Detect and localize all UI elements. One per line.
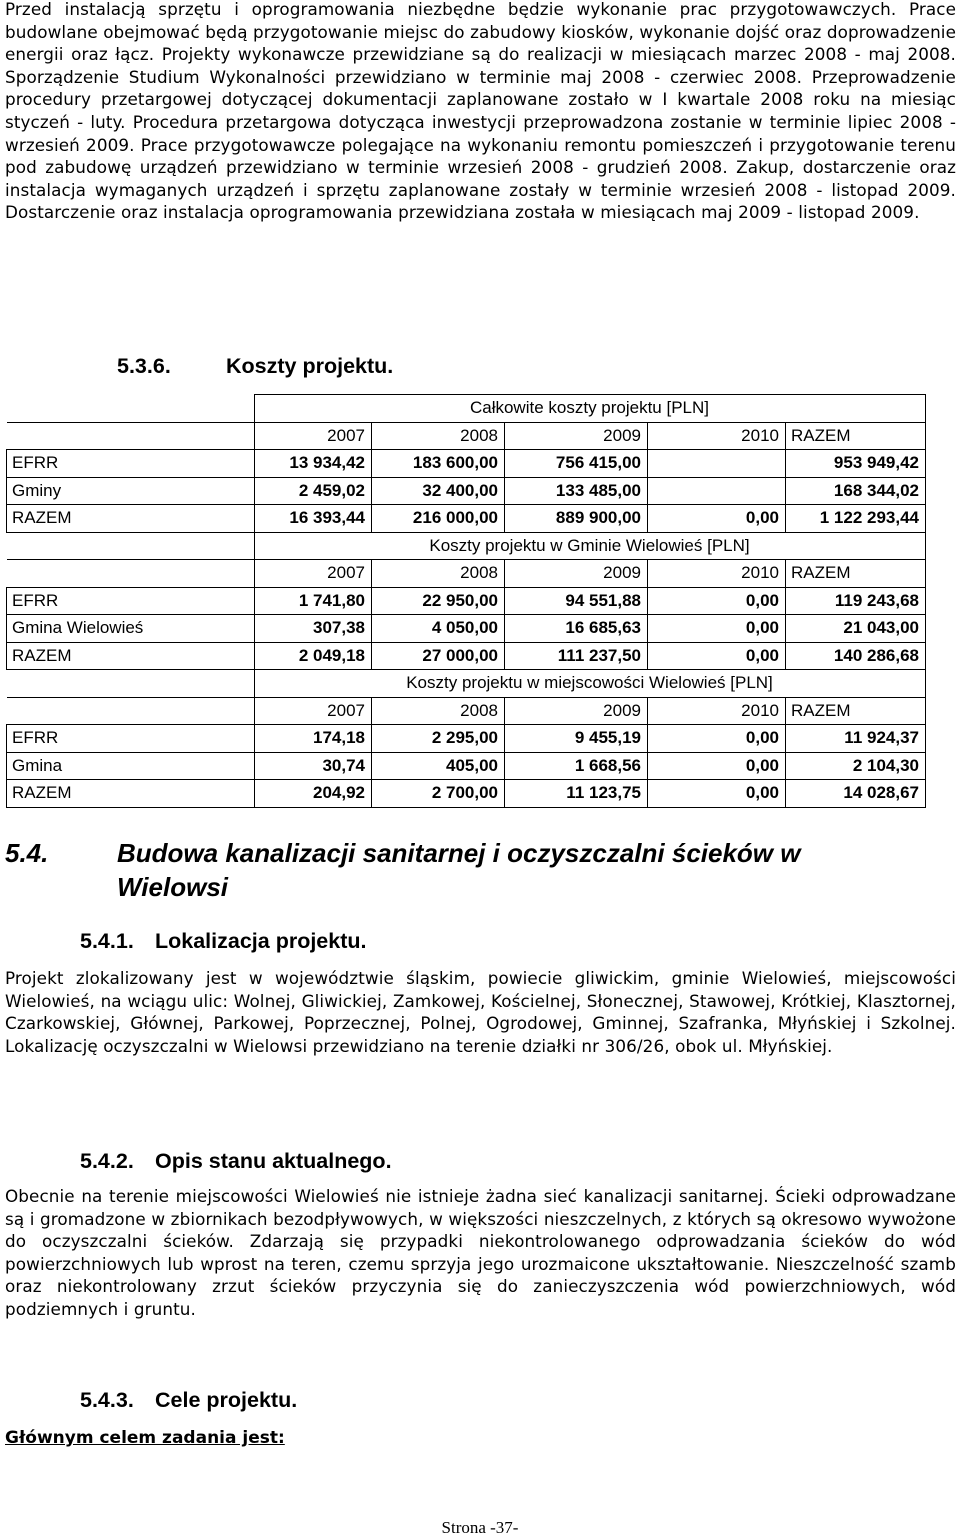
table-cell (648, 450, 786, 478)
table-row (7, 615, 926, 643)
column-header: 2010 (648, 422, 786, 450)
table-section-title-row (7, 395, 926, 423)
table-cell: 9 455,19 (505, 725, 648, 753)
section-5-4-number: 5.4. (5, 838, 49, 868)
table-cell: 2 049,18 (255, 642, 372, 670)
empty-cell (7, 670, 255, 698)
row-label: EFRR (7, 725, 255, 753)
table-section-title-row (7, 532, 926, 560)
table-cell: 0,00 (648, 587, 786, 615)
row-label: RAZEM (7, 505, 255, 533)
section-5-4-title-line2: Wielowsi (117, 872, 229, 902)
table-cell: 216 000,00 (372, 505, 505, 533)
column-header: 2009 (505, 422, 648, 450)
section-5-4-2-number: 5.4.2. (80, 1149, 134, 1173)
table-cell: 119 243,68 (786, 587, 926, 615)
table-cell: 11 924,37 (786, 725, 926, 753)
row-label: RAZEM (7, 642, 255, 670)
intro-paragraph: Przed instalacją sprzętu i oprogramowania niezbędne będzie wykonanie prac przygotowawczych. Prace budowlane obejmować będą przygotowanie miejsc do zabudowy kiosków, wykonanie dojść oraz doprowadzenie energii oraz łącz. Projekty wykonawcze przewidziane są do realizacji w miesiącach marzec 2008 - maj 2008. Sporządzenie Studium Wykonalności przewidziano w terminie maj 2008 - czerwiec 2008. Przeprowadzenie procedury przetargowej dotyczącej dokumentacji zaplanowane zostało w I kwartale 2008 roku na miesiąc styczeń - luty. Procedura przetargowa dotycząca inwestycji przeprowadzona zostanie w terminie lipiec 2008 - wrzesień 2009. Prace przygotowawcze polegające na wykonaniu remontu pomieszczeń i przygotowanie terenu pod zabudowę urządzeń przewidziano w terminie wrzesień 2008 - grudzień 2008. Zakup, dostarczenie oraz instalacja wymaganych urządzeń i sprzętu zaplanowane zostały w terminie wrzesień 2008 - listopad 2009. Dostarczenie oraz instalacja oprogramowania przewidziana została w miesiącach maj 2009 - listopad 2009. (5, 0, 956, 223)
table-cell (648, 477, 786, 505)
section-5-4-title-line1: Budowa kanalizacji sanitarnej i oczyszczalni ścieków w (117, 838, 801, 868)
table-section-title: Koszty projektu w miejscowości Wielowieś [PLN] (255, 670, 926, 698)
column-header: 2007 (255, 422, 372, 450)
section-5-4-3-number: 5.4.3. (80, 1388, 134, 1412)
column-header: RAZEM (786, 697, 926, 725)
section-5-4-3-title: Cele projektu. (155, 1388, 298, 1412)
table-cell: 0,00 (648, 752, 786, 780)
section-5-3-6-number: 5.3.6. (117, 354, 171, 378)
table-row (7, 505, 926, 533)
table-cell: 2 104,30 (786, 752, 926, 780)
table-cell: 953 949,42 (786, 450, 926, 478)
table-cell: 22 950,00 (372, 587, 505, 615)
row-label: Gmina (7, 752, 255, 780)
table-cell: 168 344,02 (786, 477, 926, 505)
table-cell: 21 043,00 (786, 615, 926, 643)
costs-table (6, 394, 926, 808)
table-cell: 1 741,80 (255, 587, 372, 615)
table-cell: 889 900,00 (505, 505, 648, 533)
column-header: 2010 (648, 560, 786, 588)
table-cell: 16 685,63 (505, 615, 648, 643)
table-section-title: Całkowite koszty projektu [PLN] (255, 395, 926, 423)
table-cell: 0,00 (648, 615, 786, 643)
column-header: RAZEM (786, 422, 926, 450)
table-cell: 14 028,67 (786, 780, 926, 808)
table-cell: 30,74 (255, 752, 372, 780)
table-cell: 2 459,02 (255, 477, 372, 505)
table-cell: 16 393,44 (255, 505, 372, 533)
table-row (7, 450, 926, 478)
main-goal-label: Głównym celem zadania jest: (5, 1428, 285, 1448)
table-cell: 307,38 (255, 615, 372, 643)
empty-cell (7, 422, 255, 450)
section-5-4-2-title: Opis stanu aktualnego. (155, 1149, 392, 1173)
table-cell: 111 237,50 (505, 642, 648, 670)
table-cell: 133 485,00 (505, 477, 648, 505)
section-5-4-1-number: 5.4.1. (80, 929, 134, 953)
empty-cell (7, 697, 255, 725)
table-cell: 11 123,75 (505, 780, 648, 808)
table-section-title: Koszty projektu w Gminie Wielowieś [PLN] (255, 532, 926, 560)
column-header: 2007 (255, 560, 372, 588)
table-cell: 0,00 (648, 780, 786, 808)
table-cell: 756 415,00 (505, 450, 648, 478)
table-cell: 0,00 (648, 642, 786, 670)
lokalizacja-paragraph: Projekt zlokalizowany jest w województwie śląskim, powiecie gliwickim, gminie Wielowieś, miejscowości Wielowieś, na wciągu ulic: Wolnej, Gliwickiej, Zamkowej, Kościelnej, Słonecznej, Stawowej, Krótkiej, Klasztornej, Czarkowskiej, Głównej, Parkowej, Poprzecznej, Polnej, Ogrodowej, Gminnej, Szafranka, Młyńskiej i Szkolnej. Lokalizację oczyszczalni w Wielowsi przewidziano na terenie działki nr 306/26, obok ul. Młyńskiej. (5, 968, 956, 1056)
table-header-row (7, 422, 926, 450)
column-header: 2009 (505, 560, 648, 588)
section-5-3-6-title: Koszty projektu. (226, 354, 394, 378)
table-cell: 32 400,00 (372, 477, 505, 505)
table-cell: 183 600,00 (372, 450, 505, 478)
table-cell: 405,00 (372, 752, 505, 780)
column-header: 2008 (372, 697, 505, 725)
table-header-row (7, 560, 926, 588)
column-header: RAZEM (786, 560, 926, 588)
empty-cell (7, 395, 255, 423)
row-label: EFRR (7, 450, 255, 478)
table-row (7, 587, 926, 615)
column-header: 2010 (648, 697, 786, 725)
column-header: 2008 (372, 422, 505, 450)
opis-paragraph: Obecnie na terenie miejscowości Wielowieś nie istnieje żadna sieć kanalizacji sanitarnej. Ścieki odprowadzane są i gromadzone w zbiornikach bezodpływowych, w większości nieszczelnych, z których są okresowo wywożone do oczyszczalni ścieków. Zdarzają się przypadki niekontrolowanego odprowadzania ścieków do wód powierzchniowych lub wprost na teren, czemu sprzyja jego urozmaicone ukształtowanie. Nieszczelność szamb oraz niekontrolowany zrzut ścieków przyczynia się do zanieczyszczenia wód powierzchniowych, wód podziemnych i gruntu. (5, 1186, 956, 1319)
row-label: Gmina Wielowieś (7, 615, 255, 643)
column-header: 2009 (505, 697, 648, 725)
table-cell: 0,00 (648, 505, 786, 533)
table-header-row (7, 697, 926, 725)
table-row (7, 752, 926, 780)
row-label: Gminy (7, 477, 255, 505)
table-cell: 204,92 (255, 780, 372, 808)
table-row (7, 642, 926, 670)
page-footer: Strona -37- (441, 1518, 519, 1537)
section-5-4-1-title: Lokalizacja projektu. (155, 929, 367, 953)
table-section-title-row (7, 670, 926, 698)
table-cell: 1 668,56 (505, 752, 648, 780)
table-cell: 94 551,88 (505, 587, 648, 615)
table-row (7, 477, 926, 505)
table-cell: 27 000,00 (372, 642, 505, 670)
table-cell: 13 934,42 (255, 450, 372, 478)
column-header: 2008 (372, 560, 505, 588)
table-cell: 2 295,00 (372, 725, 505, 753)
empty-cell (7, 532, 255, 560)
table-row (7, 725, 926, 753)
column-header: 2007 (255, 697, 372, 725)
row-label: RAZEM (7, 780, 255, 808)
table-cell: 140 286,68 (786, 642, 926, 670)
table-row (7, 780, 926, 808)
row-label: EFRR (7, 587, 255, 615)
table-cell: 1 122 293,44 (786, 505, 926, 533)
empty-cell (7, 560, 255, 588)
table-cell: 174,18 (255, 725, 372, 753)
table-cell: 0,00 (648, 725, 786, 753)
table-cell: 2 700,00 (372, 780, 505, 808)
table-cell: 4 050,00 (372, 615, 505, 643)
